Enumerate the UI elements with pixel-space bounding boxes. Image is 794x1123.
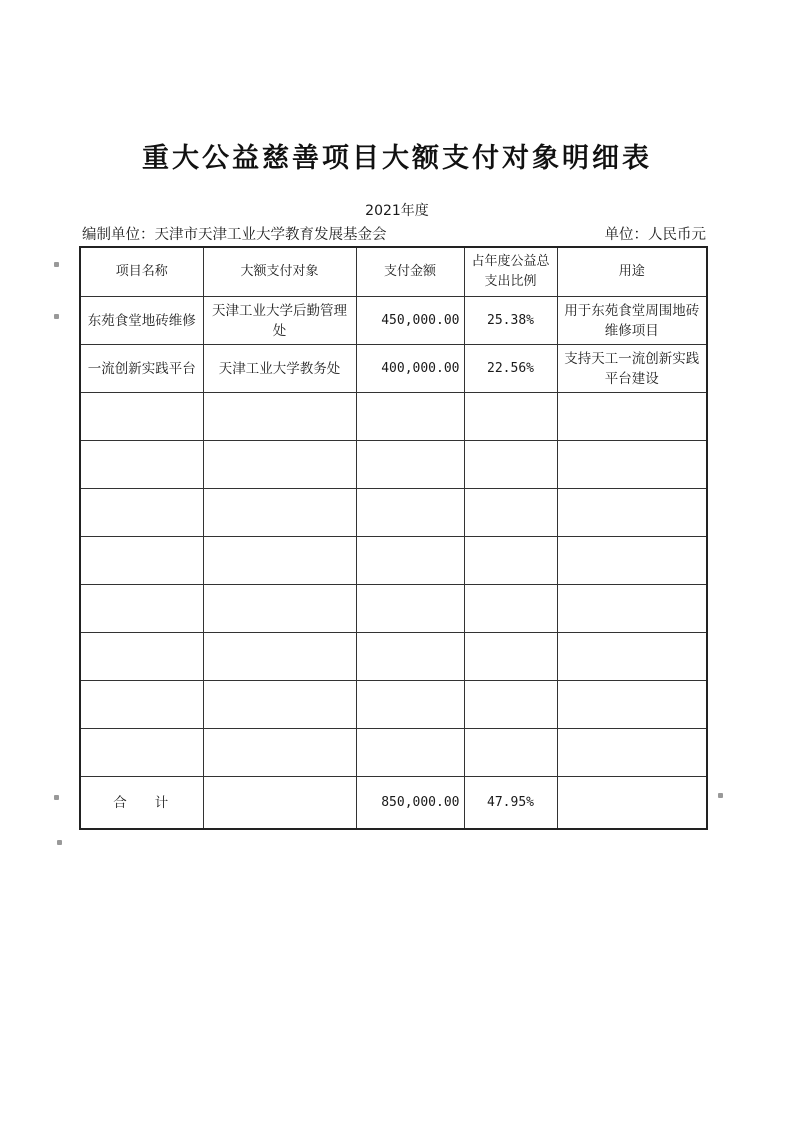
- empty-row: [80, 537, 707, 585]
- empty-cell: [356, 633, 464, 681]
- compiling-organization: 编制单位：天津市天津工业大学教育发展基金会: [82, 227, 387, 243]
- empty-cell: [464, 537, 557, 585]
- empty-cell: [557, 393, 707, 441]
- scan-mark: [718, 793, 723, 798]
- empty-cell: [203, 441, 356, 489]
- empty-cell: [203, 537, 356, 585]
- header-project: 项目名称: [80, 247, 203, 297]
- document-title: 重大公益慈善项目大额支付对象明细表: [142, 143, 652, 174]
- empty-cell: [464, 441, 557, 489]
- cell-payee: 天津工业大学教务处: [203, 345, 356, 393]
- empty-cell: [356, 489, 464, 537]
- total-row: [80, 777, 707, 830]
- scan-mark: [54, 262, 59, 267]
- scan-mark: [57, 840, 62, 845]
- empty-cell: [356, 441, 464, 489]
- empty-row: [80, 441, 707, 489]
- header-purpose: 用途: [557, 247, 707, 297]
- empty-cell: [80, 537, 203, 585]
- cell-ratio: 22.56%: [464, 345, 557, 393]
- empty-cell: [464, 681, 557, 729]
- empty-cell: [464, 489, 557, 537]
- empty-row: [80, 489, 707, 537]
- empty-cell: [80, 393, 203, 441]
- header-payee: 大额支付对象: [203, 247, 356, 297]
- header-amount: 支付金额: [356, 247, 464, 297]
- document-meta: [82, 223, 706, 244]
- total-ratio: 47.95%: [464, 777, 557, 830]
- empty-cell: [203, 633, 356, 681]
- empty-cell: [557, 729, 707, 777]
- empty-row: [80, 633, 707, 681]
- cell-purpose: 用于东苑食堂周围地砖维修项目: [557, 297, 707, 345]
- empty-cell: [557, 489, 707, 537]
- empty-row: [80, 681, 707, 729]
- empty-cell: [80, 729, 203, 777]
- header-ratio: 占年度公益总支出比例: [464, 247, 557, 297]
- empty-row: [80, 585, 707, 633]
- cell-payee: 天津工业大学后勤管理处: [203, 297, 356, 345]
- empty-cell: [557, 537, 707, 585]
- payment-details-table: [79, 246, 708, 830]
- empty-cell: [356, 585, 464, 633]
- empty-cell: [464, 393, 557, 441]
- table-row: [80, 345, 707, 393]
- empty-cell: [203, 585, 356, 633]
- currency-unit: 单位：人民币元: [604, 227, 706, 243]
- empty-cell: [356, 729, 464, 777]
- cell-project: 东苑食堂地砖维修: [80, 297, 203, 345]
- empty-cell: [464, 585, 557, 633]
- empty-cell: [557, 681, 707, 729]
- empty-row: [80, 729, 707, 777]
- empty-cell: [356, 537, 464, 585]
- total-label: 合计: [80, 777, 203, 830]
- scan-mark: [54, 795, 59, 800]
- cell-project: 一流创新实践平台: [80, 345, 203, 393]
- empty-cell: [80, 489, 203, 537]
- empty-cell: [203, 777, 356, 830]
- empty-cell: [80, 441, 203, 489]
- table-row: [80, 297, 707, 345]
- empty-cell: [356, 681, 464, 729]
- scan-mark: [54, 314, 59, 319]
- empty-cell: [80, 681, 203, 729]
- empty-cell: [356, 393, 464, 441]
- empty-cell: [464, 729, 557, 777]
- cell-ratio: 25.38%: [464, 297, 557, 345]
- total-amount: 850,000.00: [356, 777, 464, 830]
- empty-cell: [557, 633, 707, 681]
- cell-purpose: 支持天工一流创新实践平台建设: [557, 345, 707, 393]
- table-header-row: [80, 247, 707, 297]
- report-year: 2021年度: [365, 203, 429, 219]
- empty-cell: [203, 681, 356, 729]
- empty-cell: [557, 585, 707, 633]
- empty-cell: [557, 777, 707, 830]
- empty-cell: [203, 489, 356, 537]
- empty-cell: [464, 633, 557, 681]
- empty-row: [80, 393, 707, 441]
- cell-amount: 450,000.00: [356, 297, 464, 345]
- empty-cell: [203, 729, 356, 777]
- cell-amount: 400,000.00: [356, 345, 464, 393]
- empty-cell: [80, 633, 203, 681]
- empty-cell: [557, 441, 707, 489]
- empty-cell: [80, 585, 203, 633]
- empty-cell: [203, 393, 356, 441]
